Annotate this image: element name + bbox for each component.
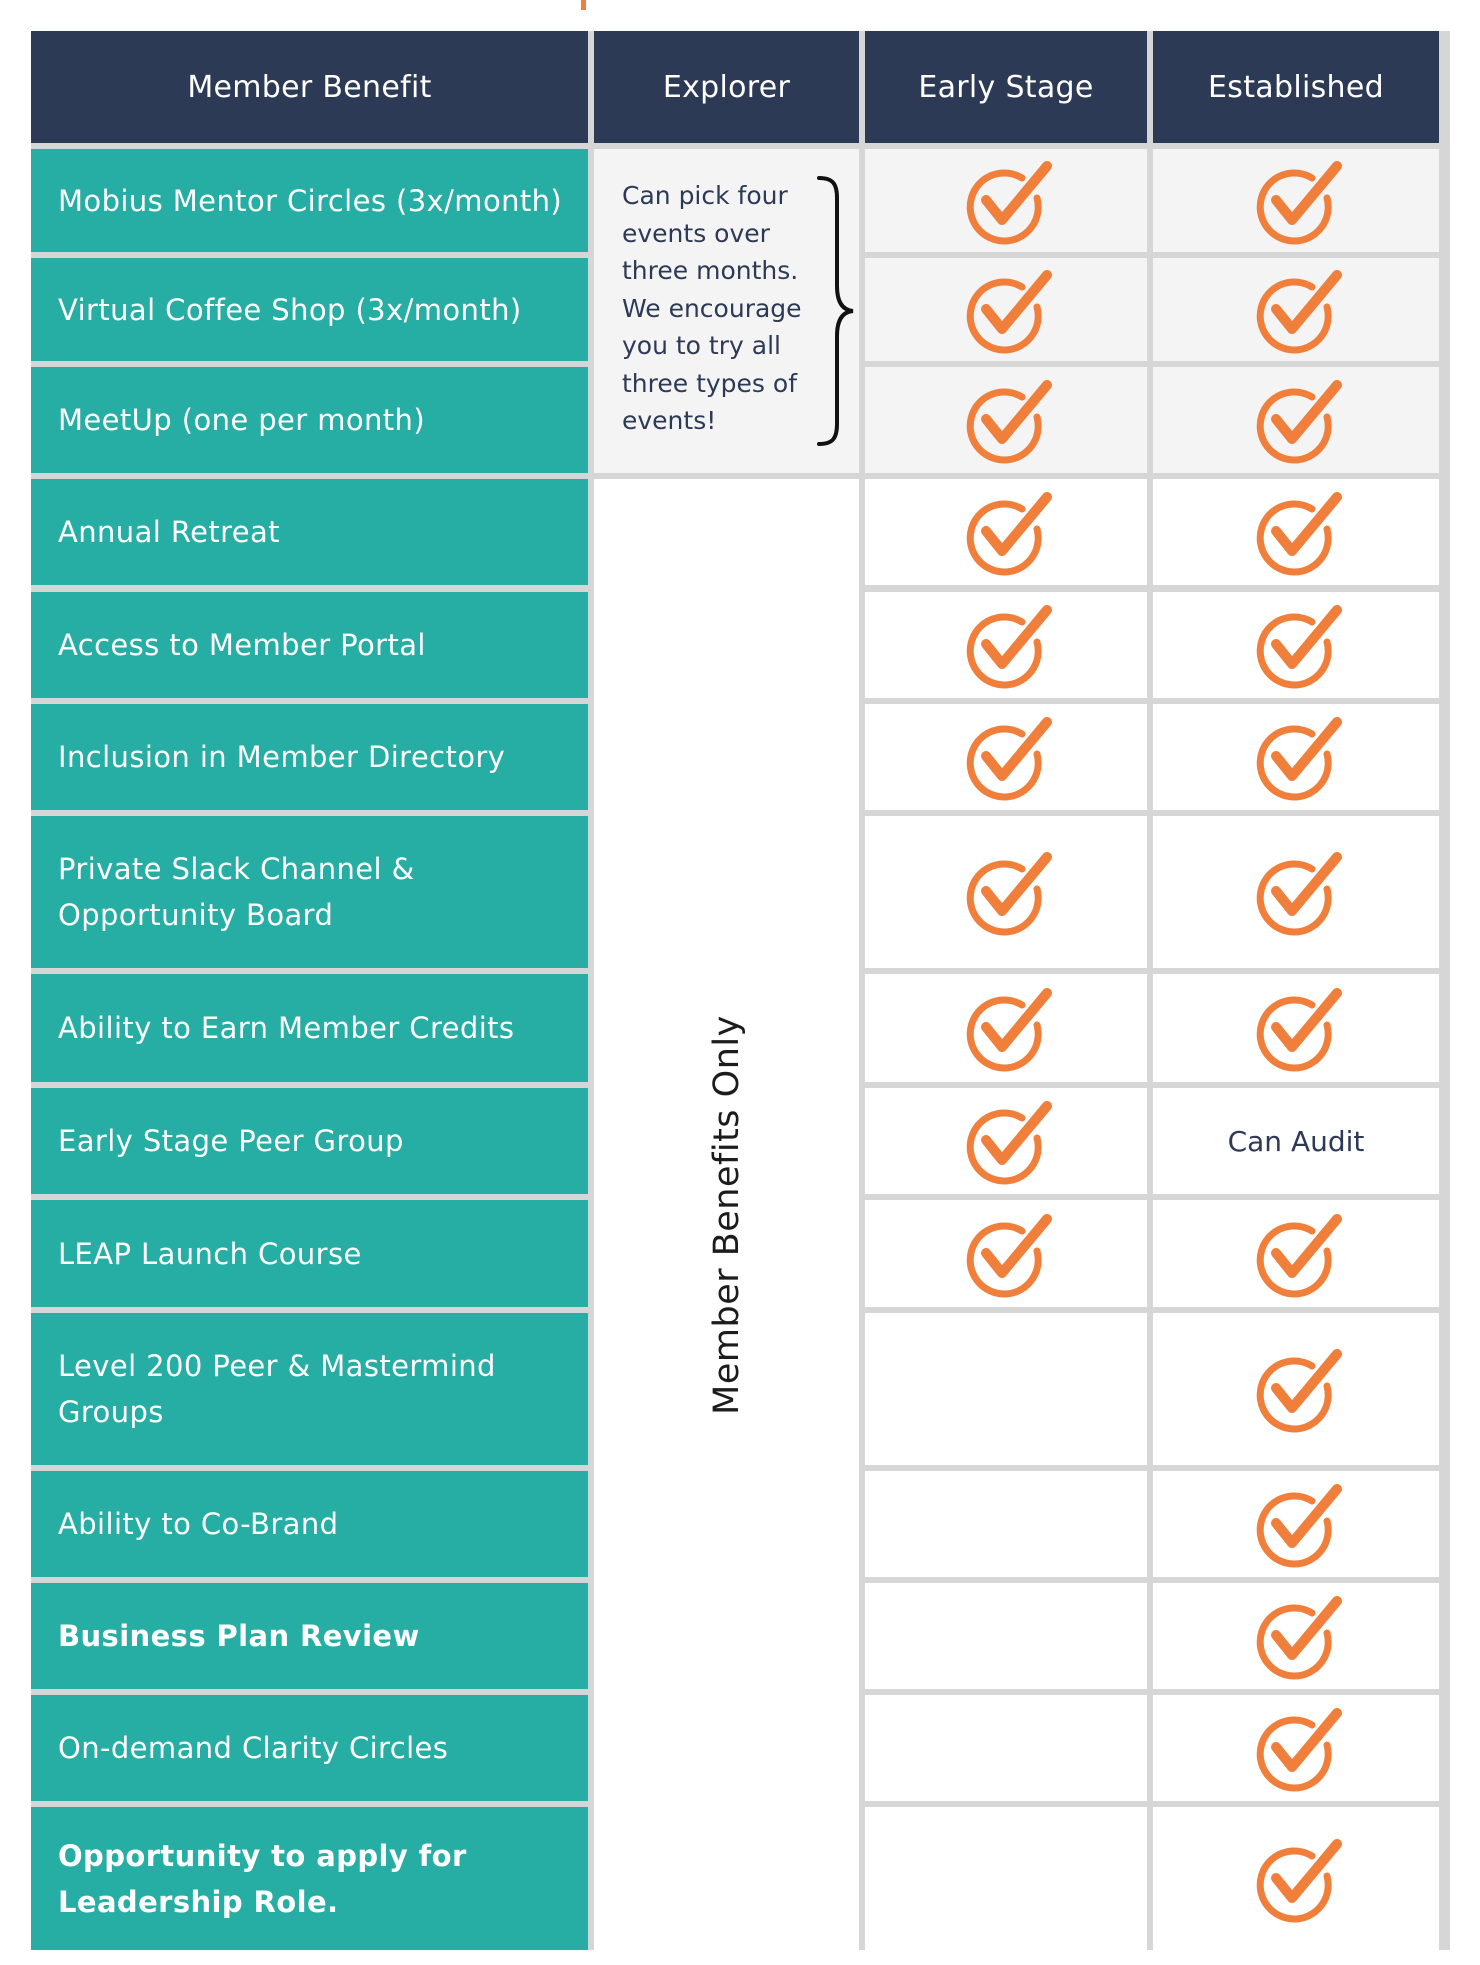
checkmark-circle-icon (1250, 1344, 1342, 1434)
checkmark-circle-icon (960, 1209, 1052, 1299)
benefit-label: Ability to Earn Member Credits (31, 974, 588, 1082)
checkmark-circle-icon (1250, 1591, 1342, 1681)
checkmark-circle-icon (1250, 487, 1342, 577)
header-member-benefit: Member Benefit (31, 31, 588, 143)
checkmark-circle-icon (1250, 847, 1342, 937)
early-stage-cell (865, 367, 1147, 473)
benefit-label: Virtual Coffee Shop (3x/month) (31, 258, 588, 361)
checkmark-circle-icon (960, 847, 1052, 937)
early-stage-cell (865, 1807, 1147, 1950)
established-cell (1153, 816, 1439, 968)
established-cell (1153, 258, 1439, 361)
early-stage-cell (865, 974, 1147, 1082)
established-cell (1153, 1583, 1439, 1689)
early-stage-cell (865, 1471, 1147, 1577)
membership-comparison-table (31, 31, 1450, 1950)
member-benefits-only-label: Member Benefits Only (706, 1014, 747, 1415)
early-stage-cell (865, 704, 1147, 810)
explorer-note-cell (594, 149, 859, 473)
curly-brace-icon (815, 174, 855, 449)
checkmark-circle-icon (960, 156, 1052, 246)
benefit-label: Access to Member Portal (31, 592, 588, 698)
benefit-label: MeetUp (one per month) (31, 367, 588, 473)
established-cell (1153, 1807, 1439, 1950)
early-stage-cell (865, 1200, 1147, 1307)
explorer-note-line: you to try all (622, 331, 781, 360)
checkmark-circle-icon (1250, 375, 1342, 465)
established-cell (1153, 479, 1439, 585)
header-established: Established (1153, 31, 1439, 143)
header-early-stage: Early Stage (865, 31, 1147, 143)
benefit-label: Private Slack Channel & Opportunity Board (31, 816, 588, 968)
benefit-label: Business Plan Review (31, 1583, 588, 1689)
benefit-label: Ability to Co-Brand (31, 1471, 588, 1577)
early-stage-cell (865, 816, 1147, 968)
benefit-label: Level 200 Peer & Mastermind Groups (31, 1313, 588, 1465)
benefit-label: Annual Retreat (31, 479, 588, 585)
checkmark-circle-icon (960, 1096, 1052, 1186)
checkmark-circle-icon (1250, 1209, 1342, 1299)
checkmark-circle-icon (960, 487, 1052, 577)
header-explorer: Explorer (594, 31, 859, 143)
established-cell (1153, 592, 1439, 698)
can-audit-text: Can Audit (1227, 1124, 1365, 1158)
checkmark-circle-icon (1250, 600, 1342, 690)
early-stage-cell (865, 592, 1147, 698)
benefit-label: Inclusion in Member Directory (31, 704, 588, 810)
established-cell (1153, 1088, 1439, 1194)
explorer-note-line: three types of (622, 368, 797, 398)
early-stage-cell (865, 479, 1147, 585)
benefit-label: LEAP Launch Course (31, 1200, 588, 1307)
established-cell (1153, 1695, 1439, 1801)
benefit-label: On-demand Clarity Circles (31, 1695, 588, 1801)
checkmark-circle-icon (1250, 1479, 1342, 1569)
checkmark-circle-icon (1250, 712, 1342, 802)
early-stage-cell (865, 258, 1147, 361)
checkmark-circle-icon (960, 600, 1052, 690)
established-cell (1153, 367, 1439, 473)
checkmark-circle-icon (960, 265, 1052, 355)
early-stage-cell (865, 149, 1147, 252)
checkmark-circle-icon (960, 712, 1052, 802)
benefit-label: Early Stage Peer Group (31, 1088, 588, 1194)
checkmark-circle-icon (960, 375, 1052, 465)
early-stage-cell (865, 1313, 1147, 1465)
explorer-note-line: We encourage (622, 293, 802, 323)
explorer-note-text (622, 177, 832, 440)
explorer-member-only-panel (594, 479, 859, 1950)
checkmark-circle-icon (1250, 265, 1342, 355)
established-cell (1153, 1313, 1439, 1465)
checkmark-circle-icon (1250, 156, 1342, 246)
explorer-note-line: Can pick four (622, 181, 788, 210)
checkmark-circle-icon (1250, 1834, 1342, 1924)
established-cell (1153, 1471, 1439, 1577)
early-stage-cell (865, 1088, 1147, 1194)
explorer-note-line: events over (622, 218, 770, 248)
benefit-label: Opportunity to apply for Leadership Role. (31, 1807, 588, 1950)
checkmark-circle-icon (1250, 983, 1342, 1073)
established-cell (1153, 974, 1439, 1082)
established-cell (1153, 1200, 1439, 1307)
checkmark-circle-icon (960, 983, 1052, 1073)
explorer-note-line: events! (622, 406, 717, 435)
explorer-note-line: three months. (622, 256, 799, 285)
checkmark-circle-icon (1250, 1703, 1342, 1793)
established-cell (1153, 704, 1439, 810)
established-cell (1153, 149, 1439, 252)
early-stage-cell (865, 1583, 1147, 1689)
early-stage-cell (865, 1695, 1147, 1801)
benefit-label: Mobius Mentor Circles (3x/month) (31, 149, 588, 252)
header-accent-mark (581, 0, 586, 10)
